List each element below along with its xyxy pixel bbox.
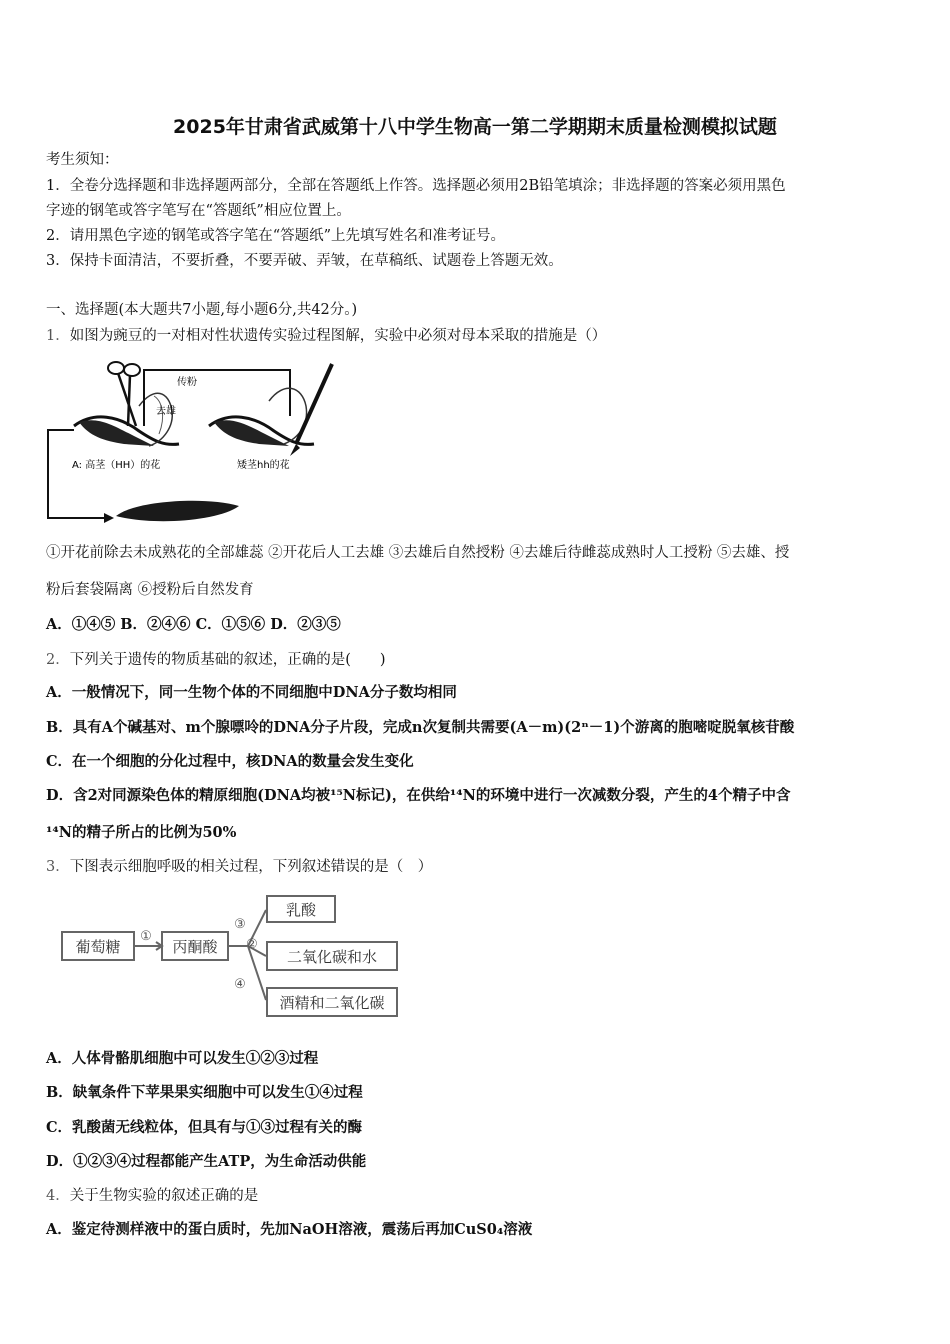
- question-number: 4．: [46, 1188, 70, 1204]
- question-number: 1．: [46, 328, 70, 344]
- brush-icon: [290, 364, 332, 456]
- question-stem: 如图为豌豆的一对相对性状遗传实验过程图解，实验中必须对母本采取的措施是（）: [69, 328, 607, 344]
- question-number: 3．: [46, 859, 70, 875]
- short-flower-label: 矮茎hh的花: [237, 460, 290, 471]
- q1-options-text: 粉后套袋隔离 ⑥授粉后自然发育: [46, 582, 254, 598]
- lactic-acid-label: 乳酸: [285, 901, 317, 919]
- pyruvate-label: 丙酮酸: [172, 938, 218, 956]
- result-arrow: [48, 430, 104, 518]
- notice-item: 字迹的钢笔或答字笔写在“答题纸”相应位置上。: [46, 203, 351, 219]
- step-2-number: ②: [246, 937, 258, 952]
- page-title: 2025年甘肃省武威第十八中学生物高一第二学期期末质量检测模拟试题: [173, 116, 777, 138]
- step-1-number: ①: [140, 929, 152, 944]
- question-1: [46, 326, 906, 346]
- question-stem: 关于生物实验的叙述正确的是: [69, 1188, 259, 1204]
- notice-item: 3．保持卡面清洁，不要折叠，不要弄破、弄皱，在草稿纸、试题卷上答题无效。: [46, 253, 563, 269]
- emasculate-label: 去雄: [156, 406, 176, 417]
- step-3-number: ③: [234, 917, 246, 932]
- q2-option-a: A．一般情况下，同一生物个体的不同细胞中DNA分子数均相同: [46, 684, 457, 701]
- pollination-arrow: [144, 370, 290, 426]
- q2-option-d-cont: ¹⁴N的精子所占的比例为50%: [46, 824, 237, 841]
- notice-heading: 考生须知：: [46, 152, 119, 168]
- notice-item: 1．全卷分选择题和非选择题两部分，全部在答题纸上作答。选择题必须用2B铅笔填涂；非选择题的答案必须用黑色: [46, 178, 786, 194]
- alcohol-co2-label: 酒精和二氧化碳: [279, 994, 385, 1012]
- scissors-icon: [108, 362, 140, 426]
- q3-option-b: B．缺氧条件下苹果果实细胞中可以发生①④过程: [46, 1084, 363, 1101]
- q4-option-a: A．鉴定待测样液中的蛋白质时，先加NaOH溶液，震荡后再加CuS0₄溶液: [46, 1221, 533, 1238]
- glucose-label: 葡萄糖: [75, 938, 121, 956]
- q3-option-d: D．①②③④过程都能产生ATP，为生命活动供能: [46, 1153, 367, 1170]
- question-number: 2．: [46, 652, 70, 668]
- q3-option-a: A．人体骨骼肌细胞中可以发生①②③过程: [46, 1050, 319, 1067]
- respiration-diagram: [60, 890, 405, 1022]
- question-2: [46, 650, 906, 670]
- question-4: [46, 1186, 906, 1206]
- tall-flower-label: A: 高茎（HH）的花: [72, 460, 161, 471]
- question-stem: 下列关于遗传的物质基础的叙述，正确的是( ): [69, 652, 386, 668]
- section-heading: 一、选择题(本大题共7小题,每小题6分,共42分。): [46, 302, 358, 318]
- pea-cross-figure: [44, 356, 344, 528]
- q2-option-d: D．含2对同源染色体的精原细胞(DNA均被¹⁵N标记)，在供给¹⁴N的环境中进行一次减数分裂，产生的4个精子中含: [46, 787, 791, 804]
- pollinate-label: 传粉: [177, 377, 197, 388]
- question-3: [46, 857, 906, 877]
- notice-item: 2．请用黑色字迹的钢笔或答字笔在“答题纸”上先填写姓名和准考证号。: [46, 228, 506, 244]
- pea-pod-illustration: [116, 501, 239, 521]
- co2-water-label: 二氧化碳和水: [286, 948, 378, 966]
- q2-option-c: C．在一个细胞的分化过程中，核DNA的数量会发生变化: [46, 753, 414, 770]
- q2-option-b: B．具有A个碱基对、m个腺嘌呤的DNA分子片段，完成n次复制共需要(A－m)(2ⁿ－1)个游离的胞嘧啶脱氧核苷酸: [46, 719, 795, 736]
- step-4-number: ④: [234, 977, 246, 992]
- q1-choices: A．①④⑤ B．②④⑥ C．①⑤⑥ D．②③⑤: [46, 616, 341, 633]
- question-stem: 下图表示细胞呼吸的相关过程，下列叙述错误的是（ ）: [69, 859, 433, 875]
- q3-option-c: C．乳酸菌无线粒体，但具有与①③过程有关的酶: [46, 1119, 363, 1136]
- q1-options-text: ①开花前除去未成熟花的全部雄蕊 ②开花后人工去雄 ③去雄后自然授粉 ④去雄后待雌蕊成熟时人工授粉 ⑤去雄、授: [46, 545, 790, 561]
